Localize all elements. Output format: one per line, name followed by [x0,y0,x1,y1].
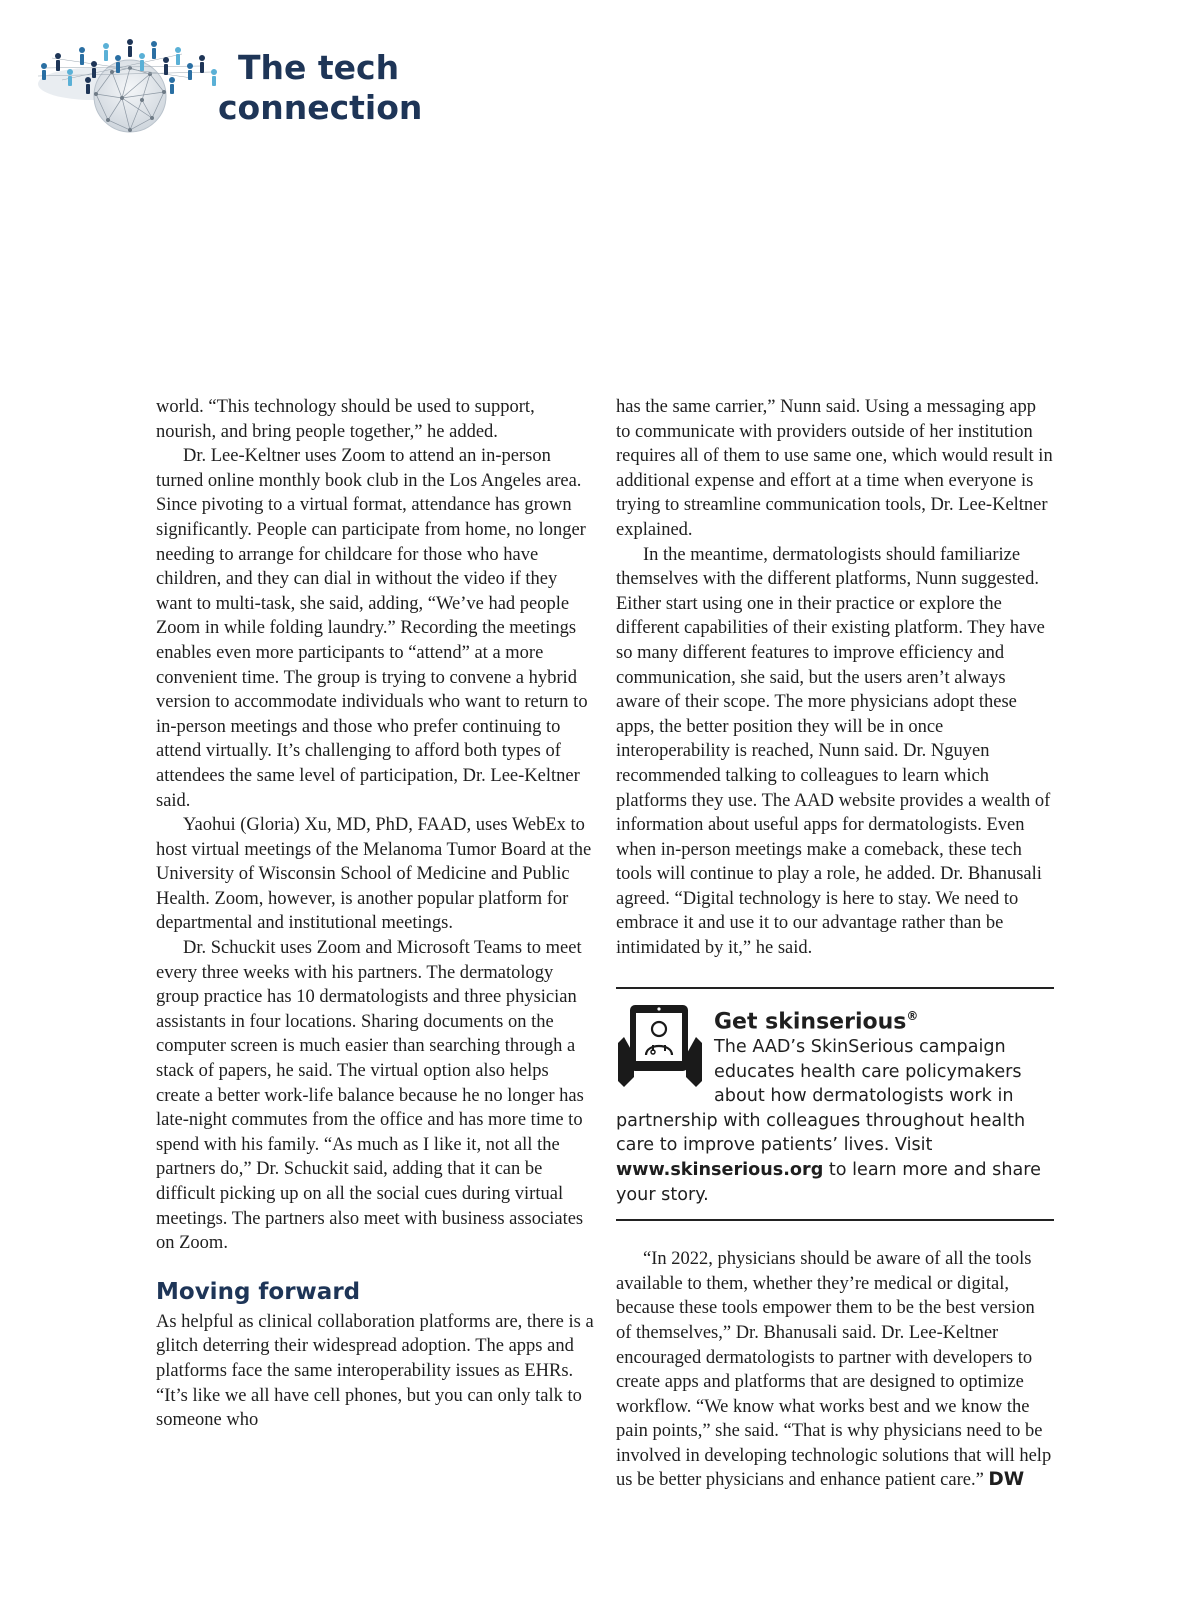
callout-body: The AAD’s SkinSerious campaign educates health care policymakers about how dermatologists work in partnership with colleagues throughout health care to improve patients’ lives. Visit [616,1036,1026,1156]
paragraph: has the same carrier,” Nunn said. Using a messaging app to communicate with providers outside of her institution requires all of them to use same one, which would result in additional expense and effort at a time when everyone is trying to streamline communication tools, Dr. Lee-Keltner explained. [616,397,1053,540]
section-title [218,48,422,128]
paragraph: Dr. Schuckit uses Zoom and Microsoft Teams to meet every three weeks with his partners. The dermatology group practice has 10 dermatologists and three physician assistants in four locations. Sharing documents on the computer screen is much easier than searching through a stack of papers, he said. The virtual option also helps create a better work-life balance because he no longer has late-night commutes from the office and has more time to spend with his family. “As much as I like it, not all the partners do,” Dr. Schuckit said, adding that it can be difficult picking up on all the social cues during virtual meetings. The partners also meet with business associates on Zoom. [156,938,584,1254]
paragraph: As helpful as clinical collaboration platforms are, there is a glitch deterring their widespread adoption. The apps and platforms face the same interoperability issues as EHRs. “It’s like we all have cell phones, but you can only talk to someone who [156,1311,594,1431]
network-globe-people-icon [32,28,232,138]
skinserious-link[interactable]: www.skinserious.org [616,1159,824,1180]
right-column [616,395,1054,1493]
callout-title: Get skinserious® [714,1008,919,1034]
subheading-moving-forward: Moving forward [156,1278,361,1305]
section-title-line1: The tech [238,48,400,87]
paragraph: Dr. Lee-Keltner uses Zoom to attend an in-person turned online monthly book club in the Los Angeles area. Since pivoting to a virtual format, attendance has grown significantly. People can participate from home, no longer needing to arrange for childcare for those who have children, and they can dial in without the video if they want to multi-task, she said, adding, “We’ve had people Zoom in while folding laundry.” Recording the meetings enables even more participants to “attend” at a more convenient time. The group is trying to convene a hybrid version to accommodate individuals who want to return to in-person meetings and those who prefer continuing to attend virtually. It’s challenging to afford both types of attendees the same level of participation, Dr. Lee-Keltner said. [156,446,588,811]
paragraph: “In 2022, physicians should be aware of all the tools available to them, whether they’re medical or digital, because these tools empower them to be the best version of themselves,” Dr. Bhanusali said. Dr. Lee-Keltner encouraged dermatologists to partner with developers to create apps and platforms that are designed to optimize workflow. “We know what works best and we know the pain points,” she said. “That is why physicians need to be involved in developing technologic solutions that will help us be better physicians and enhance patient care.” DW [616,1249,1052,1491]
tablet-doctor-hands-icon [616,1003,704,1089]
author-signature: DW [988,1469,1025,1491]
left-column [156,395,594,1433]
section-title-line2: connection [218,88,423,127]
paragraph: world. “This technology should be used to support, nourish, and bring people together,” he added. [156,397,535,442]
callout-body-end: to learn more and share your story. [616,1159,1041,1205]
paragraph: In the meantime, dermatologists should familiarize themselves with the different platforms, Nunn suggested. Either start using one in their practice or explore the different capabilities of their existing platform. They have so many different features to improve efficiency and communication, she said, but the users aren’t always aware of their scope. The more physicians adopt these apps, the better position they will be in once interoperability is reached, Nunn said. Dr. Nguyen recommended talking to colleagues to learn which platforms they use. The AAD website provides a wealth of information about useful apps for dermatologists. Even when in-person meetings make a comeback, these tech tools will continue to play a role, he added. Dr. Bhanusali agreed. “Digital technology is here to stay. We need to embrace it and use it to our advantage rather than be intimidated by it,” he said. [616,544,1051,959]
paragraph: Yaohui (Gloria) Xu, MD, PhD, FAAD, uses WebEx to host virtual meetings of the Melanoma Tumor Board at the University of Wisconsin School of Medicine and Public Health. Zoom, however, is another popular platform for departmental and institutional meetings. [156,815,592,934]
skinserious-callout [616,987,1054,1221]
